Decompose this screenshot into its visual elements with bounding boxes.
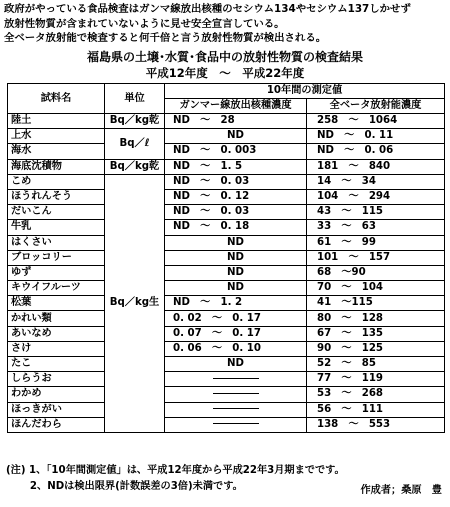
sample-name: ブロッコリー [8,250,105,265]
table-row [8,144,445,159]
table-row [8,174,445,189]
sample-name: さけ [8,341,105,356]
beta-value: 90 ～ 125 [307,341,445,356]
sample-name: たこ [8,357,105,372]
beta-value: ND ～ 0. 11 [307,129,445,144]
sample-name: キウイフルーツ [8,281,105,296]
table-row [8,235,445,250]
sample-name: 陸土 [8,114,105,129]
sample-name: だいこん [8,205,105,220]
gamma-value: ND ～ 0. 03 [165,174,307,189]
gamma-value: 0. 02 ～ 0. 17 [165,311,307,326]
gamma-value: ND [165,250,307,265]
table-row [8,129,445,144]
table-header-row [8,84,445,99]
gamma-value: ND ～ 0. 03 [165,205,307,220]
table-row [8,220,445,235]
beta-value: 68 ～90 [307,265,445,280]
footnote-2: 2、NDは検出限界(計数誤差の3倍)未満です。 [6,481,243,492]
table-row [8,326,445,341]
footnote-1: (注) 1、「10年間測定値」は、平成12年度から平成22年3月期までです。 [6,465,345,476]
beta-value: 52 ～ 85 [307,357,445,372]
beta-value: ND ～ 0. 06 [307,144,445,159]
table-row [8,250,445,265]
sample-name: ゆず [8,265,105,280]
gamma-value: ND ～ 0. 003 [165,144,307,159]
sample-name: かれい類 [8,311,105,326]
header-beta: 全ベータ放射能濃度 [307,99,445,114]
gamma-value: 0. 07 ～ 0. 17 [165,326,307,341]
sample-name: 牛乳 [8,220,105,235]
sample-name: しらうお [8,372,105,387]
beta-value: 41 ～115 [307,296,445,311]
gamma-value: ND ～ 28 [165,114,307,129]
beta-value: 77 ～ 119 [307,372,445,387]
sample-name: 上水 [8,129,105,144]
sample-name: ほっきがい [8,402,105,417]
sample-name: ほんだわら [8,417,105,432]
sample-name: あいなめ [8,326,105,341]
table-row [8,341,445,356]
table-row [8,357,445,372]
beta-value: 104 ～ 294 [307,189,445,204]
gamma-value: ND ～ 0. 18 [165,220,307,235]
sample-name: わかめ [8,387,105,402]
gamma-value: 0. 06 ～ 0. 10 [165,341,307,356]
results-table [7,83,445,433]
beta-value: 101 ～ 157 [307,250,445,265]
document-title: 福島県の土壌･水質･食品中の放射性物質の検査結果 [86,50,363,64]
table-row [8,311,445,326]
beta-value: 138 ～ 553 [307,417,445,432]
gamma-not-measured [165,387,307,402]
dash-line [213,378,259,379]
table-row [8,372,445,387]
beta-value: 43 ～ 115 [307,205,445,220]
beta-value: 56 ～ 111 [307,402,445,417]
table-row [8,387,445,402]
intro-line-3: 全ベータ放射能で検査すると何千倍と言う放射性物質が検出される。 [4,32,327,44]
gamma-value: ND [165,265,307,280]
intro-line-2: 放射性物質が含まれていないように見せ安全宣言している。 [4,17,285,30]
sample-name: はくさい [8,235,105,250]
sample-name: 海底沈積物 [8,159,105,174]
intro-text [4,2,448,46]
unit-cell: Bq／kg生 [105,174,165,432]
beta-value: 70 ～ 104 [307,281,445,296]
beta-value: 80 ～ 128 [307,311,445,326]
gamma-value: ND [165,281,307,296]
intro-line-1: 政府がやっている食品検査はガンマ線放出核種のセシウム134やセシウム137しかせず [4,3,411,15]
gamma-value: ND [165,357,307,372]
table-row [8,417,445,432]
beta-value: 258 ～ 1064 [307,114,445,129]
beta-value: 33 ～ 63 [307,220,445,235]
gamma-value: ND [165,129,307,144]
beta-value: 181 ～ 840 [307,159,445,174]
sample-name: 海水 [8,144,105,159]
gamma-value: ND ～ 0. 12 [165,189,307,204]
gamma-not-measured [165,402,307,417]
dash-line [213,408,259,409]
dash-line [213,423,259,424]
beta-value: 67 ～ 135 [307,326,445,341]
table-row [8,296,445,311]
unit-cell: Bq／kg乾 [105,114,165,129]
table-row [8,281,445,296]
sample-name: こめ [8,174,105,189]
gamma-value: ND [165,235,307,250]
author-credit: 作成者；桑原 豊 [360,485,442,496]
unit-cell: Bq／ℓ [105,129,165,159]
beta-value: 14 ～ 34 [307,174,445,189]
sample-name: ほうれんそう [8,189,105,204]
header-item: 試料名 [8,84,105,114]
sample-name: 松葉 [8,296,105,311]
table-row [8,114,445,129]
beta-value: 53 ～ 268 [307,387,445,402]
table-row [8,189,445,204]
table-row [8,265,445,280]
gamma-not-measured [165,417,307,432]
header-gamma: ガンマー線放出核種濃度 [165,99,307,114]
survey-period: 平成12年度 ～ 平成22年度 [145,66,305,80]
table-row [8,205,445,220]
table-row [8,402,445,417]
table-row [8,159,445,174]
unit-cell: Bq／kg乾 [105,159,165,174]
gamma-value: ND ～ 1. 5 [165,159,307,174]
gamma-not-measured [165,372,307,387]
dash-line [213,393,259,394]
gamma-value: ND ～ 1. 2 [165,296,307,311]
header-unit: 単位 [105,84,165,114]
header-measurement-group: 10年間の測定値 [165,84,445,99]
beta-value: 61 ～ 99 [307,235,445,250]
